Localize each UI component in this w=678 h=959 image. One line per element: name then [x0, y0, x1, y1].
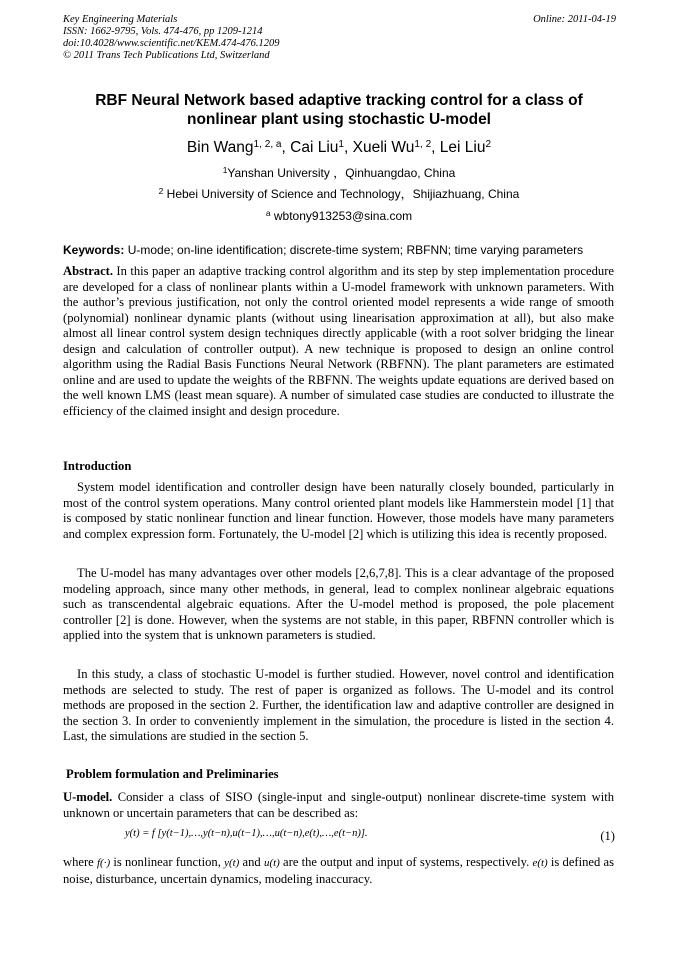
keywords-label: Keywords: [63, 243, 125, 257]
abstract-label: Abstract. [63, 264, 114, 278]
issn-line: ISSN: 1662-9795, Vols. 474-476, pp 1209-1214 [63, 26, 263, 37]
doi-line: doi:10.4028/www.scientific.net/KEM.474-476.1209 [63, 38, 280, 49]
affiliation-sup: 1 [222, 164, 228, 175]
online-date: Online: 2011-04-19 [533, 14, 616, 25]
where-text: is nonlinear function, [110, 855, 225, 869]
affiliation-2 [63, 187, 615, 201]
author-name: Xueli Wu [352, 139, 415, 156]
author-sup: 1, 2 [414, 138, 432, 150]
affiliation-text: Hebei University of Science and Technology，Shijiazhuang, China [166, 187, 520, 201]
journal-header [63, 14, 280, 62]
email-sup: a [265, 207, 271, 218]
author-email [63, 209, 615, 223]
author-sep: , [281, 139, 291, 156]
paper-title [63, 91, 615, 129]
where-paragraph [63, 855, 614, 887]
where-text: is defined as noise, disturbance, uncertain dynamics, modeling inaccuracy. [63, 855, 615, 886]
umodel-label: U-model. [63, 790, 113, 804]
where-text: where [63, 855, 97, 869]
author-sup: 2 [485, 138, 492, 150]
author-name: Cai Liu [290, 139, 339, 156]
journal-name: Key Engineering Materials [63, 14, 178, 25]
author-list [63, 138, 615, 158]
author-name: Bin Wang [186, 139, 254, 156]
affiliation-sup: 2 [158, 185, 164, 196]
keywords-text: U-mode; on-line identification; discrete-time system; RBFNN; time varying parameters [124, 243, 584, 257]
keywords [63, 243, 623, 257]
equation-number: (1) [600, 829, 615, 843]
where-text: are the output and input of systems, respectively. [279, 855, 533, 869]
copyright-line: © 2011 Trans Tech Publications Ltd, Switzerland [63, 50, 270, 61]
title-line-1: RBF Neural Network based adaptive tracking control for a class of [95, 92, 583, 109]
intro-paragraph-3: In this study, a class of stochastic U-model is further studied. However, novel control and identification methods are selected to study. The rest of paper is organized as follows. The U-model and its control methods are proposed in the section 2. Further, the identification law and adaptive controller are designed in the section 3. In order to conveniently implement in the simulation, the procedure is listed in the section 4. Last, the simulations are studied in the section 5. [63, 667, 614, 743]
intro-paragraph-1: System model identification and controller design have been naturally closely bounded, particularly in most of the control system operations. Many control oriented plant models like Hammerstein model [1] that is composed by static nonlinear function and linear function. However, those models have many parameters and complex expression form. Fortunately, the U-model [2] which is utilizing this idea is recently proposed. [63, 480, 614, 541]
umodel-paragraph [63, 790, 614, 821]
author-sep: , [344, 139, 353, 156]
f-symbol: f(·) [96, 857, 111, 869]
abstract [63, 264, 614, 419]
affiliation-text: Yanshan University ，Qinhuangdao, China [227, 166, 456, 180]
equation-1: y(t) = f [y(t−1),…,y(t−n),u(t−1),…,u(t−n),e(t),…,e(t−n)]. [125, 828, 368, 839]
problem-heading: Problem formulation and Preliminaries [66, 767, 279, 781]
title-line-2: nonlinear plant using stochastic U-model [186, 111, 491, 128]
author-sep: , [431, 139, 440, 156]
y-symbol: y(t) [224, 857, 240, 869]
u-symbol: u(t) [263, 857, 280, 869]
where-text: and [239, 855, 264, 869]
introduction-heading: Introduction [63, 459, 132, 473]
email-text: wbtony913253@sina.com [273, 209, 413, 223]
author-sup: 1, 2, a [253, 138, 282, 150]
author-sup: 1 [338, 138, 344, 150]
abstract-text: In this paper an adaptive tracking control algorithm and its step by step implementation procedure are developed for a class of nonlinear plants within a U-model framework with unknown parameters. With the author’s previous justification, not only the control oriented model represents a wide range of smooth (polynomial) nonlinear dynamic plants (without using linearisation approximation at all), but also make almost all linear control system design techniques directly applicable (with a root solver bridging the linear design and calculation of controller output). A new technique is proposed to design an online control algorithm using the Radial Basis Functions Neural Network (RBFNN). The plant parameters are estimated online and are used to update the weights of the RBFNN. The weights update equations are derived based on the well known LMS (least mean square). A number of simulated case studies are conducted to illustrate the efficiency of the claimed insight and design procedure. [63, 264, 614, 418]
affiliation-1 [63, 166, 615, 180]
umodel-text: Consider a class of SISO (single-input and single-output) nonlinear discrete-time system with unknown or uncertain parameters that can be described as: [63, 790, 614, 820]
e-symbol: e(t) [532, 857, 548, 869]
intro-paragraph-2: The U-model has many advantages over other models [2,6,7,8]. This is a clear advantage of the proposed modeling approach, since many other methods, in general, lead to complex nonlinear algebraic equations such as transcendental algebraic equations. After the U-model method is proposed, the pole placement controller [2] is done. However, when the systems are not stable, in this paper, RBFNN controller which is applied into the system that is unknown parameters is studied. [63, 566, 614, 642]
author-name: Lei Liu [439, 139, 486, 156]
